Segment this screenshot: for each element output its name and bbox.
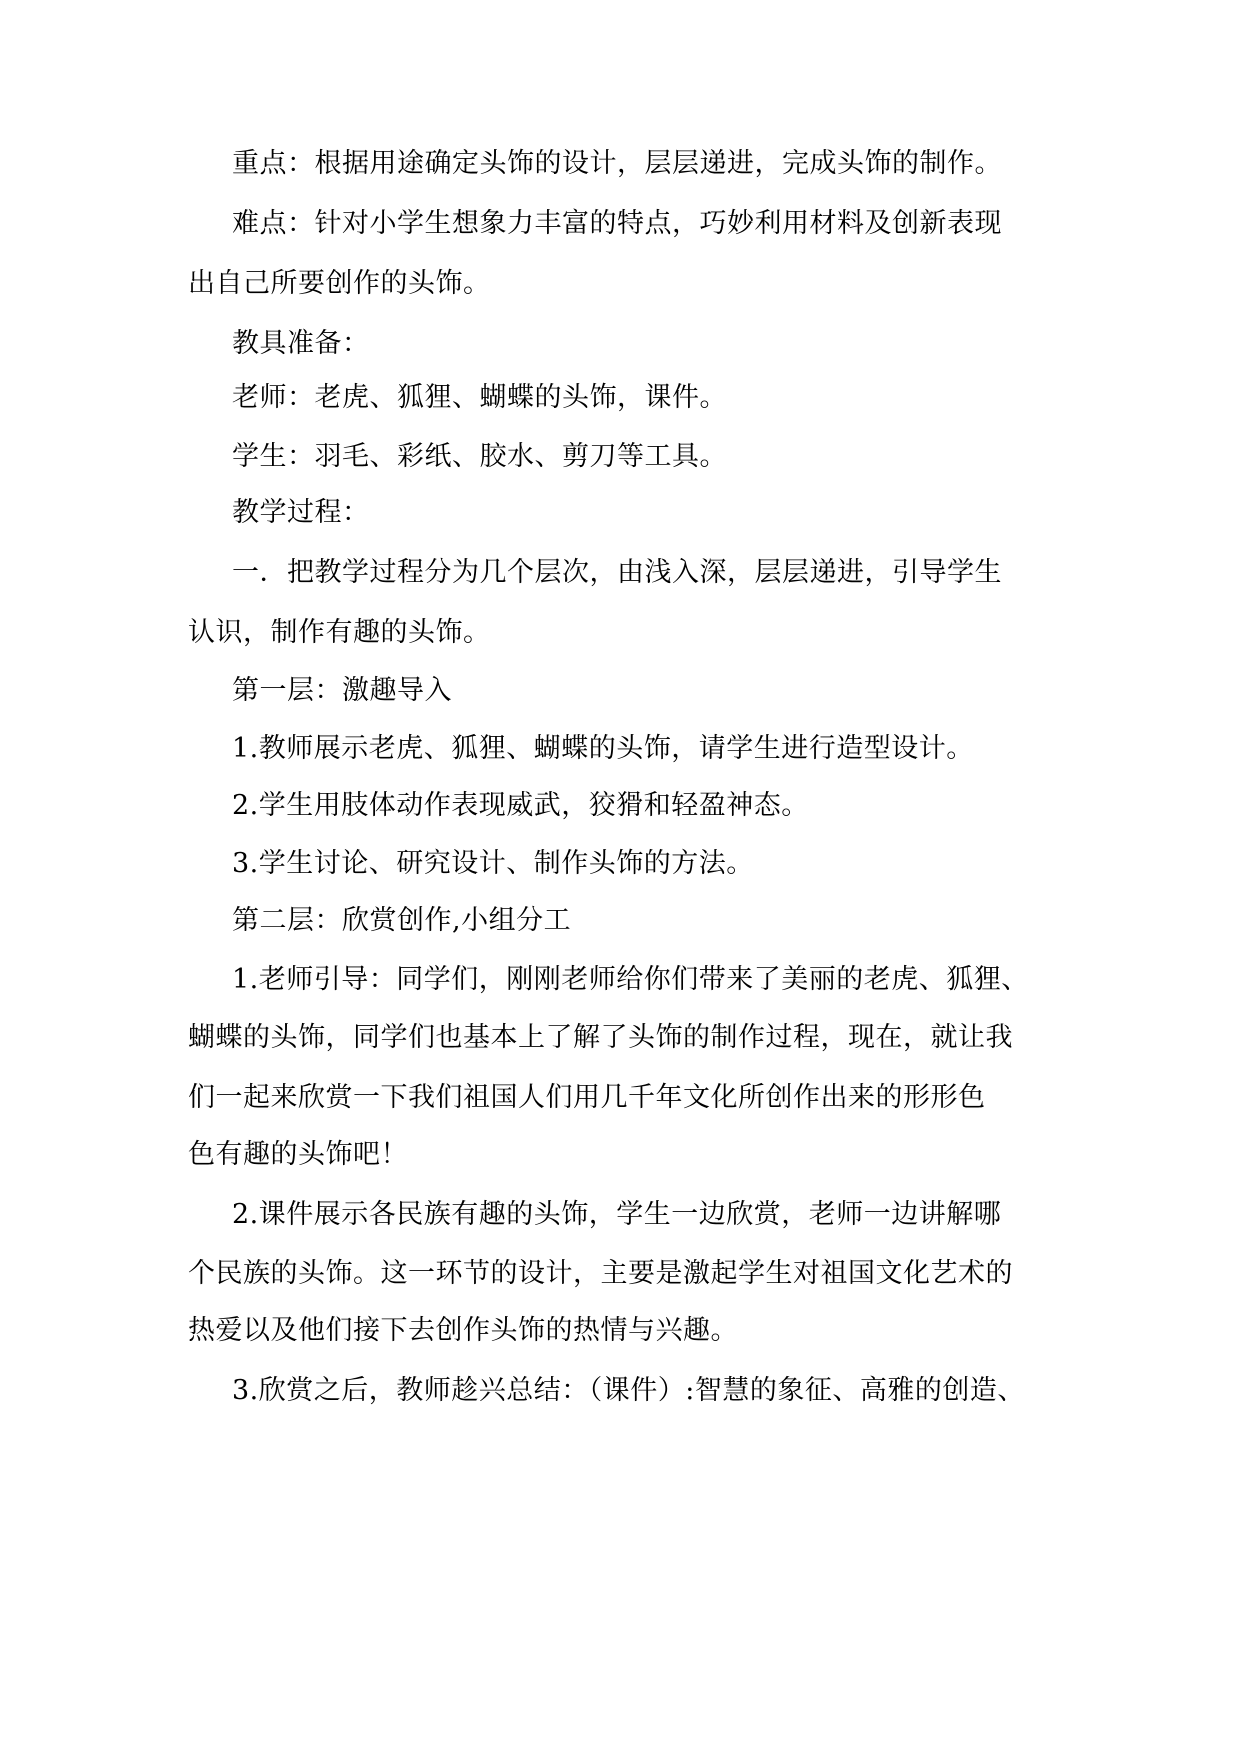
paragraph-process-intro: 一．把教学过程分为几个层次，由浅入深，层层递进，引导学生 [232, 557, 1002, 588]
heading-teaching-aids: 教具准备： [232, 328, 370, 359]
list-item: 2.学生用肢体动作表现威武，狡猾和轻盈神态。 [232, 790, 809, 821]
list-item: 1.老师引导：同学们，刚刚老师给你们带来了美丽的老虎、狐狸、 [232, 964, 1029, 995]
list-item-cont: 蝴蝶的头饰，同学们也基本上了解了头饰的制作过程，现在，就让我 [188, 1022, 1013, 1053]
list-item: 1.教师展示老虎、狐狸、蝴蝶的头饰，请学生进行造型设计。 [232, 733, 974, 764]
list-item: 3.学生讨论、研究设计、制作头饰的方法。 [232, 848, 754, 879]
paragraph-process-intro-cont: 认识，制作有趣的头饰。 [188, 617, 491, 648]
list-item: 2.课件展示各民族有趣的头饰，学生一边欣赏，老师一边讲解哪 [232, 1199, 1002, 1230]
paragraph-difficulty-cont: 出自己所要创作的头饰。 [188, 268, 491, 299]
paragraph-teacher-aids: 老师：老虎、狐狸、蝴蝶的头饰，课件。 [232, 382, 727, 413]
list-item-cont: 们一起来欣赏一下我们祖国人们用几千年文化所创作出来的形形色 [188, 1082, 986, 1113]
heading-teaching-process: 教学过程： [232, 497, 370, 528]
heading-level-one: 第一层：激趣导入 [232, 675, 452, 706]
paragraph-student-aids: 学生：羽毛、彩纸、胶水、剪刀等工具。 [232, 441, 727, 472]
list-item-cont: 热爱以及他们接下去创作头饰的热情与兴趣。 [188, 1315, 738, 1346]
paragraph-key-point: 重点：根据用途确定头饰的设计，层层递进，完成头饰的制作。 [232, 148, 1002, 179]
list-item: 3.欣赏之后，教师趁兴总结：（课件）:智慧的象征、高雅的创造、 [232, 1375, 1025, 1406]
list-item-cont: 色有趣的头饰吧！ [188, 1139, 408, 1170]
paragraph-difficulty: 难点：针对小学生想象力丰富的特点，巧妙利用材料及创新表现 [232, 208, 1002, 239]
heading-level-two: 第二层：欣赏创作,小组分工 [232, 905, 572, 936]
list-item-cont: 个民族的头饰。这一环节的设计，主要是激起学生对祖国文化艺术的 [188, 1258, 1013, 1289]
